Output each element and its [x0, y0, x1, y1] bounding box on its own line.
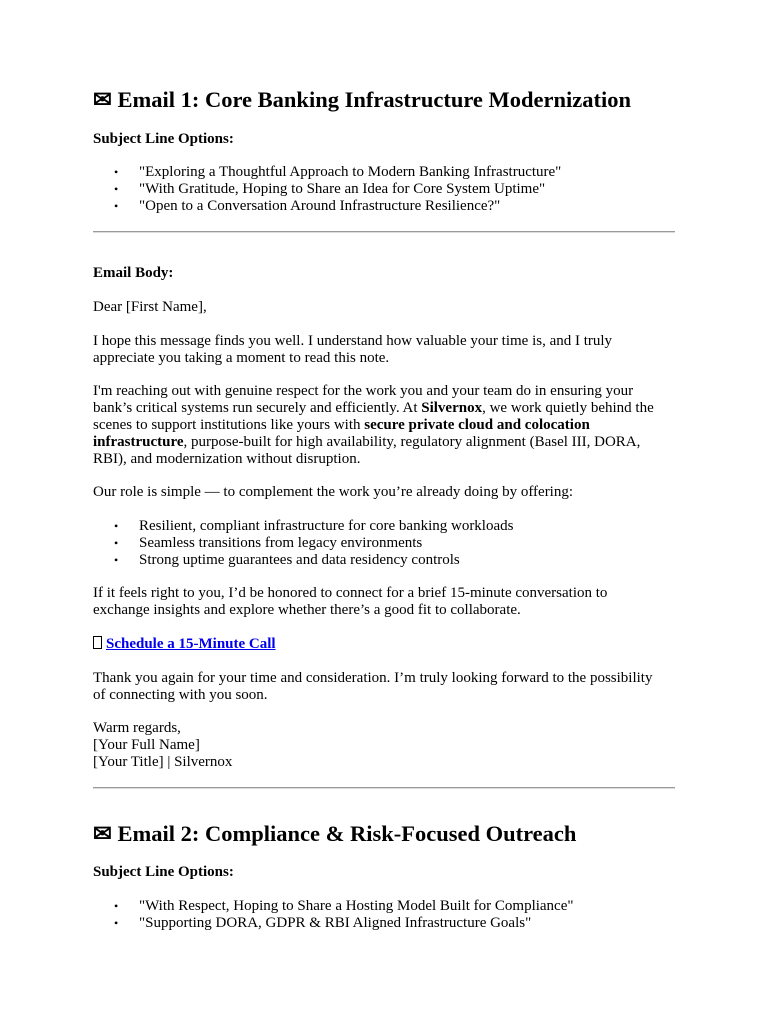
email-1-role-paragraph: Our role is simple — to complement the work you’re already doing by offering:: [93, 484, 574, 500]
list-item: • Seamless transitions from legacy environments: [114, 535, 423, 551]
company-name: Silvernox: [421, 400, 483, 416]
section-divider: [93, 787, 675, 789]
bullet-icon: •: [114, 519, 119, 533]
section-divider: [93, 231, 675, 233]
email-2-heading: ✉ Email 2: Compliance & Risk-Focused Outreach: [93, 821, 577, 846]
email-1-value-paragraph: I'm reaching out with genuine respect for the work you and your team do in ensuring your bank’s critical systems run securely and efficiently. At Silvernox, we work quietly behind the scenes to support institutions like yours with secure private cloud and colocation infrastructure, purpose-built for high availability, regulatory alignment (Basel III, DORA, RBI), and modernization without disruption.: [93, 383, 654, 467]
email-1-signature: Warm regards, [Your Full Name] [Your Title] | Silvernox: [93, 720, 233, 770]
bullet-icon: •: [114, 553, 119, 567]
email-1-greeting: Dear [First Name],: [93, 299, 207, 315]
missing-glyph-icon: [93, 636, 102, 649]
email-2-subject-list: [93, 898, 683, 932]
email-1-intro-paragraph: I hope this message finds you well. I understand how valuable your time is, and I truly appreciate you taking a moment to read this note.: [93, 333, 613, 366]
list-item: • "Supporting DORA, GDPR & RBI Aligned Infrastructure Goals": [114, 915, 532, 931]
list-item: • "Open to a Conversation Around Infrastructure Resilience?": [114, 198, 501, 214]
list-item: • Strong uptime guarantees and data residency controls: [114, 552, 460, 568]
email-1-subject-label: Subject Line Options:: [93, 131, 234, 147]
email-1-subject-list: [93, 164, 683, 215]
list-item: • Resilient, compliant infrastructure for core banking workloads: [114, 518, 514, 534]
email-1-closing-paragraph: Thank you again for your time and consideration. I’m truly looking forward to the possibility of connecting with you soon.: [93, 670, 653, 703]
bullet-icon: •: [114, 199, 119, 213]
email-2-subject-label: Subject Line Options:: [93, 864, 234, 880]
list-item: • "With Gratitude, Hoping to Share an Idea for Core System Uptime": [114, 181, 546, 197]
bullet-icon: •: [114, 182, 119, 196]
list-item: • "Exploring a Thoughtful Approach to Modern Banking Infrastructure": [114, 164, 562, 180]
email-1-cta-line: [93, 636, 683, 653]
bullet-icon: •: [114, 916, 119, 930]
bullet-icon: •: [114, 899, 119, 913]
email-1-offerings-list: [93, 518, 683, 569]
bullet-icon: •: [114, 536, 119, 550]
schedule-call-link[interactable]: Schedule a 15-Minute Call: [106, 636, 276, 652]
email-1-body-label: Email Body:: [93, 265, 174, 281]
email-1-invite-paragraph: If it feels right to you, I’d be honored to connect for a brief 15-minute conversation to exchange insights and explore whether there’s a good fit to collaborate.: [93, 585, 608, 618]
bullet-icon: •: [114, 165, 119, 179]
list-item: • "With Respect, Hoping to Share a Hosting Model Built for Compliance": [114, 898, 574, 914]
email-1-heading: ✉ Email 1: Core Banking Infrastructure Modernization: [93, 87, 632, 112]
